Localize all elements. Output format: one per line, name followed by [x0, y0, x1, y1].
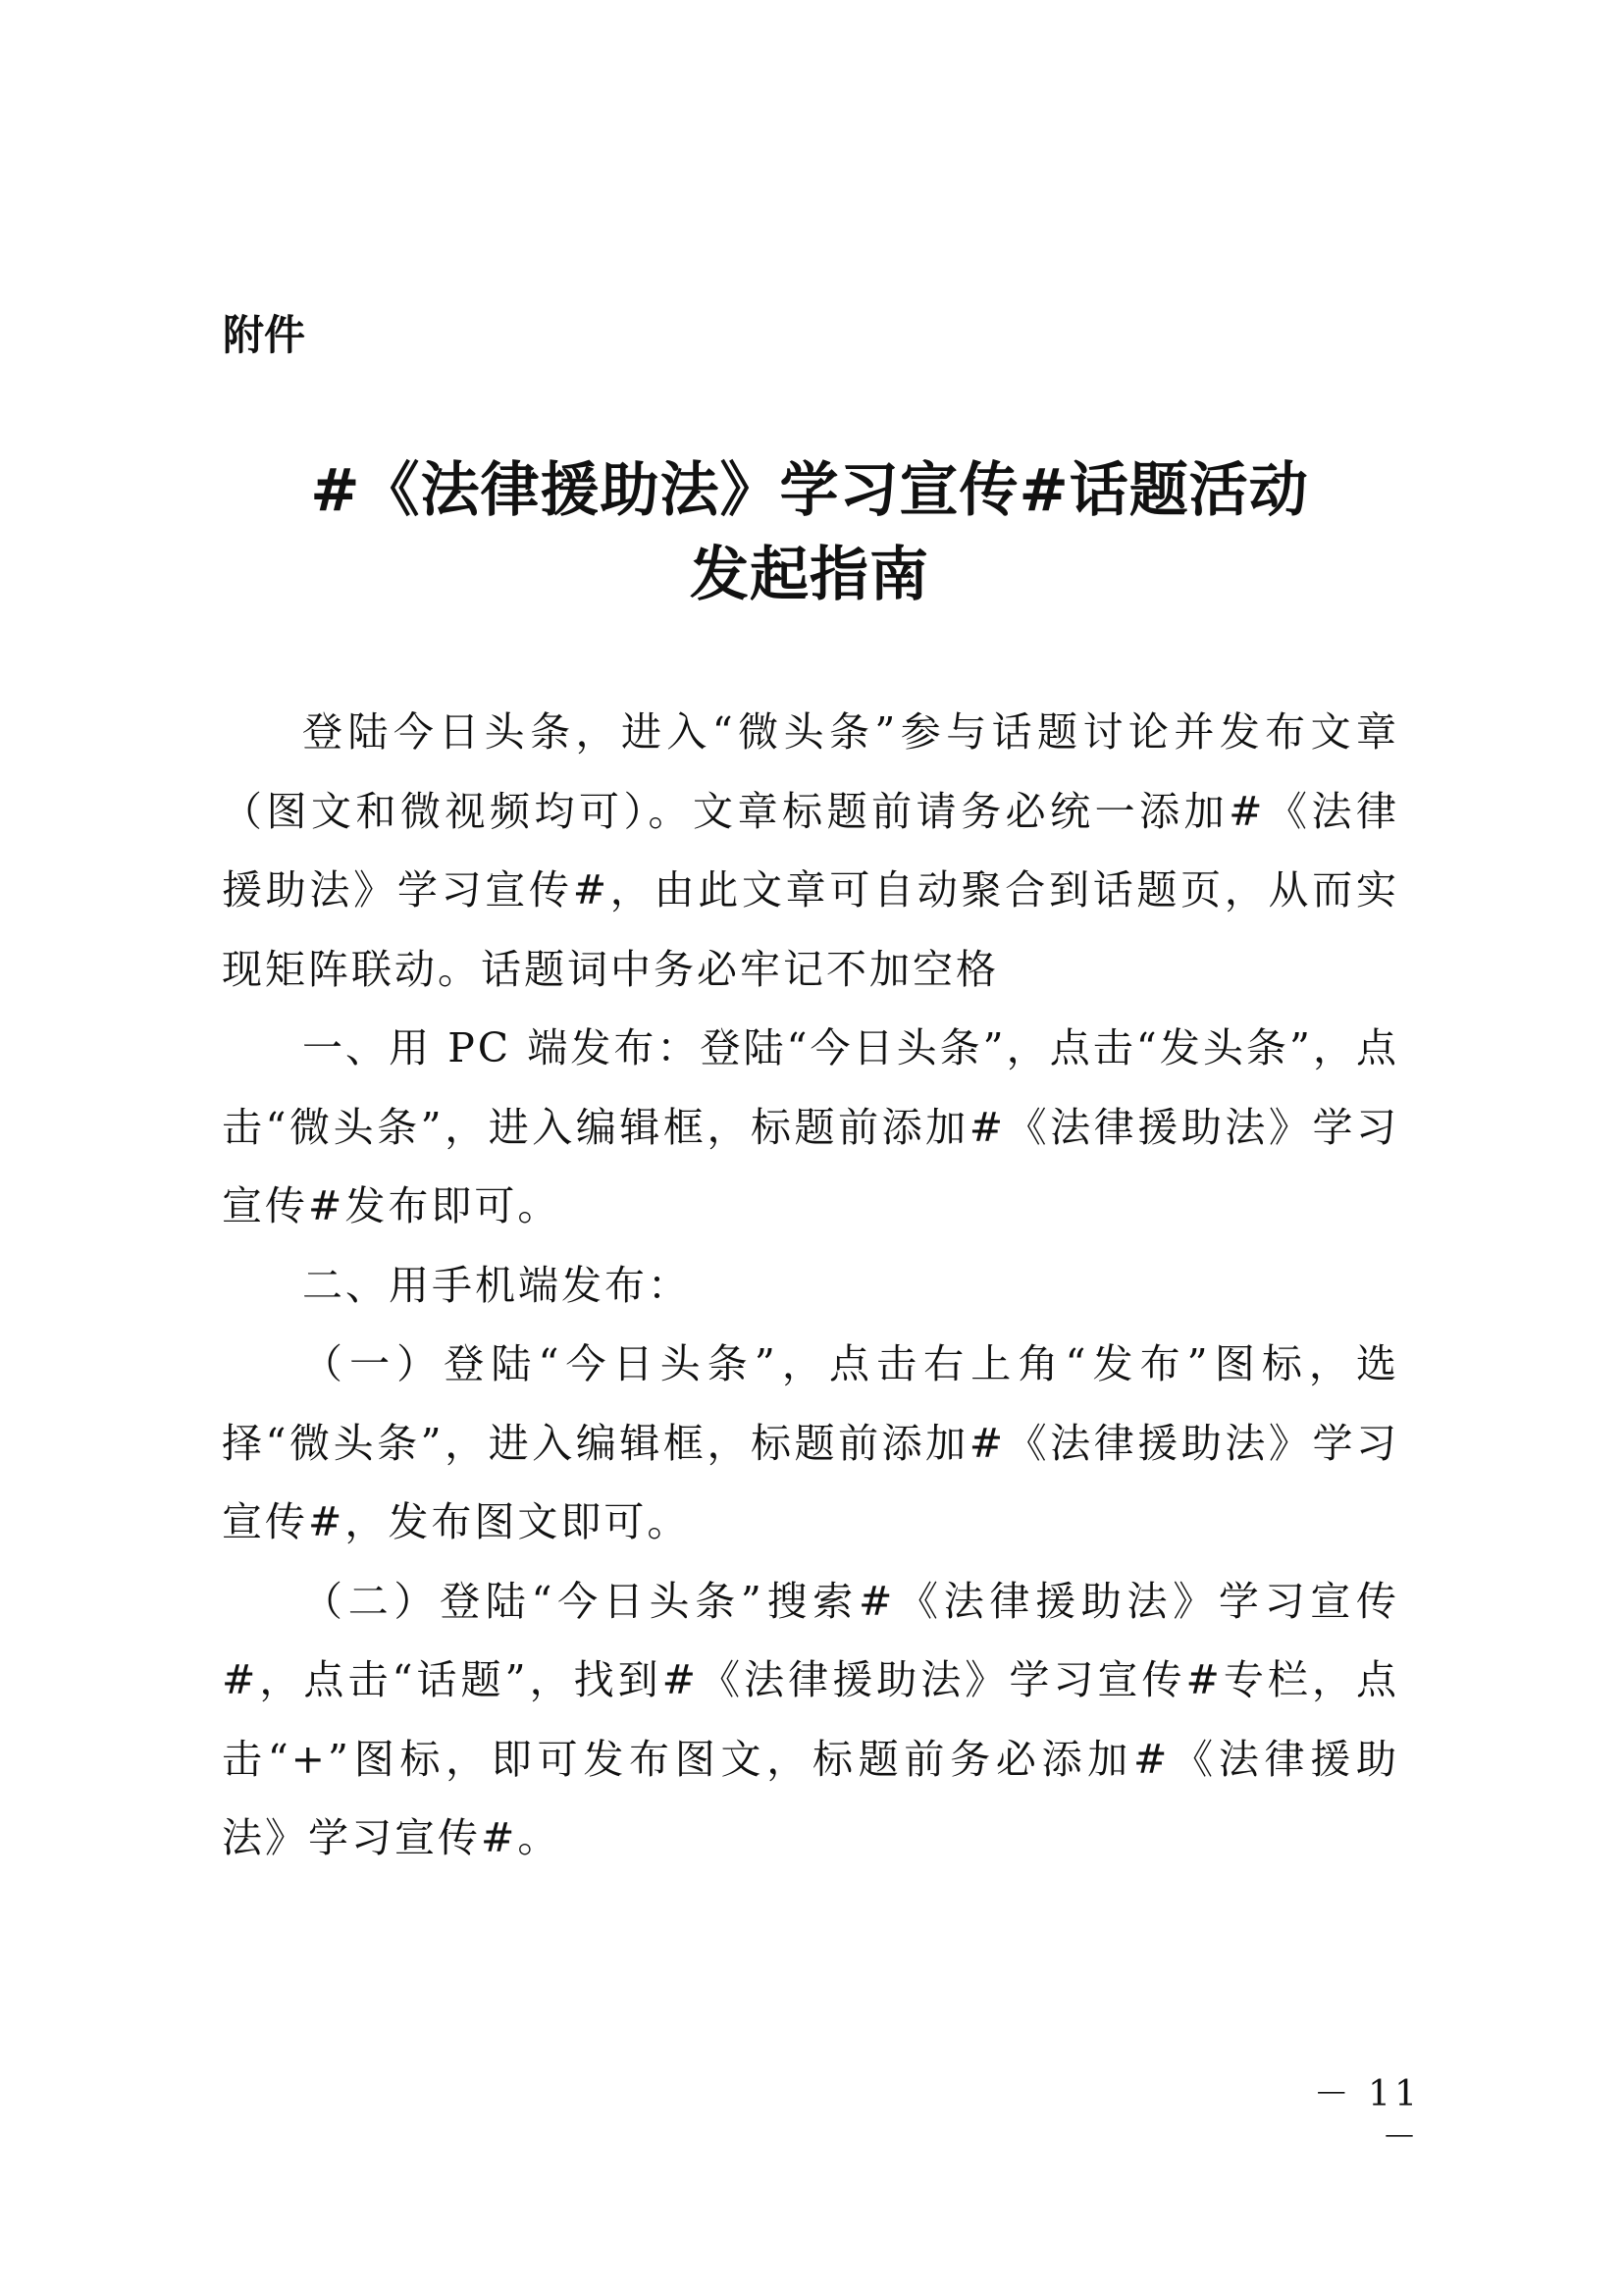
paragraph-mobile-heading: 二、用手机端发布：: [302, 1261, 691, 1309]
document-body: [222, 693, 1399, 1878]
page-number: － 11 －: [1313, 2074, 1421, 2158]
document-title-line2: 发起指南: [690, 541, 929, 609]
paragraph-intro: 登陆今日头条，进入“微头条”参与话题讨论并发布文章（图文和微视频均可）。文章标题前请务必统一添加#《法律援助法》学习宣传#，由此文章可自动聚合到话题页，从而实现矩阵联动。话题词中务必牢记不加空格: [222, 708, 1399, 993]
paragraph-pc-publish: 一、用 PC 端发布：登陆“今日头条”，点击“发头条”，点击“微头条”，进入编辑框，标题前添加#《法律援助法》学习宣传#发布即可。: [222, 1024, 1399, 1229]
document-title-line1: #《法律援助法》学习宣传#话题活动: [310, 456, 1309, 525]
paragraph-mobile-step-2: （二）登陆“今日头条”搜索#《法律援助法》学习宣传#，点击“话题”，找到#《法律援助法》学习宣传#专栏，点击“+”图标，即可发布图文，标题前务必添加#《法律援助法》学习宣传#。: [222, 1577, 1399, 1861]
attachment-label: 附件: [223, 311, 306, 359]
paragraph-mobile-step-1: （一）登陆“今日头条”，点击右上角“发布”图标，选择“微头条”，进入编辑框，标题前添加#《法律援助法》学习宣传#，发布图文即可。: [222, 1340, 1399, 1545]
